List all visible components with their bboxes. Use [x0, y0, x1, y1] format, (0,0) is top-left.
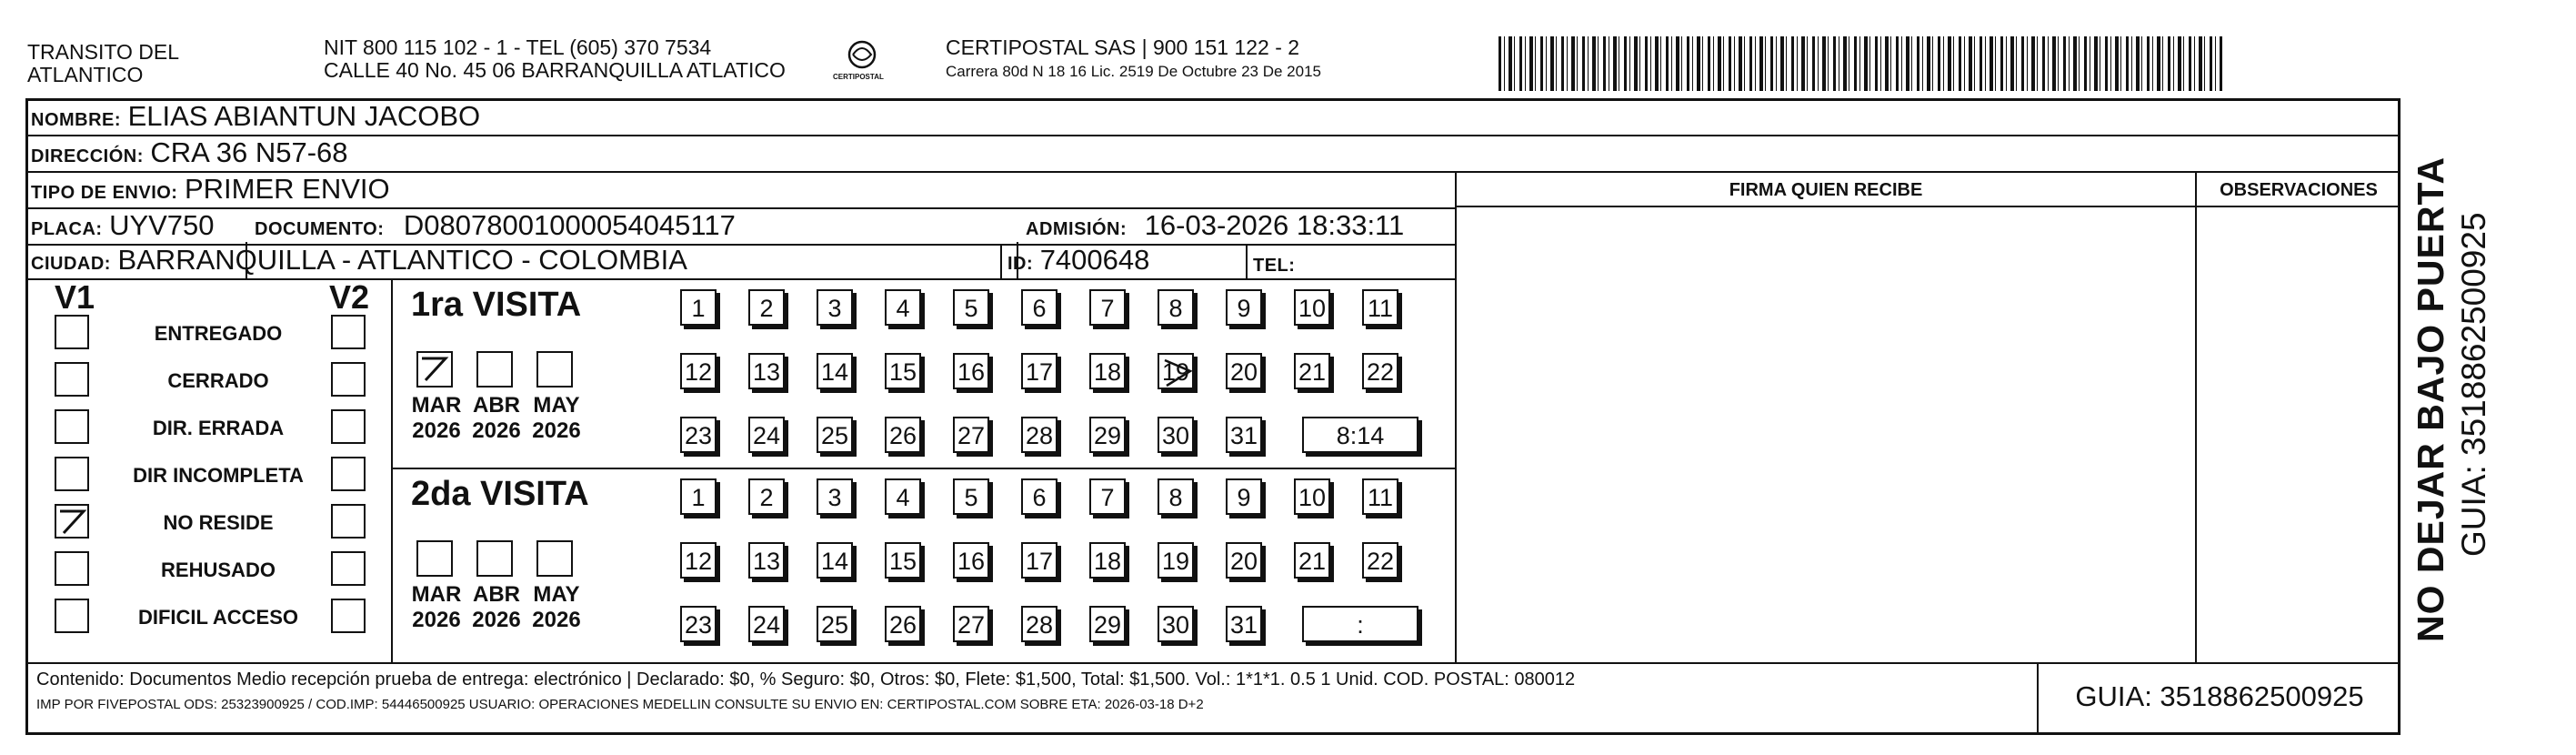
day-box[interactable]: 25 — [817, 417, 853, 453]
reason-label: DIFICIL ACCESO — [137, 606, 298, 629]
month-checkbox[interactable] — [476, 351, 513, 388]
day-box[interactable]: 7 — [1089, 289, 1126, 326]
day-box[interactable]: 22 — [1362, 542, 1398, 579]
reason-label: DIR INCOMPLETA — [133, 464, 304, 487]
day-box[interactable]: 11 — [1362, 478, 1398, 515]
day-box[interactable]: 21 — [1294, 542, 1330, 579]
day-box[interactable]: 5 — [953, 289, 989, 326]
visit-title: 1ra VISITA — [411, 286, 582, 324]
rule — [391, 278, 393, 662]
v2-checkbox[interactable] — [331, 457, 366, 491]
footer-impresion: IMP POR FIVEPOSTAL ODS: 25323900925 / COD.IMP: 54446500925 USUARIO: OPERACIONES MEDELLIN CONSULTE SU ENVIO EN: CERTIPOSTAL.COM SOBRE ETA: 2026-03-18 D+2 — [36, 697, 1204, 712]
reason-label: CERRADO — [167, 369, 269, 392]
day-box[interactable]: 21 — [1294, 353, 1330, 389]
admision-value: 16-03-2026 18:33:11 — [1144, 209, 1405, 241]
day-box[interactable]: 23 — [680, 417, 717, 453]
rule — [25, 662, 2401, 664]
day-box[interactable]: 25 — [817, 606, 853, 642]
day-box[interactable]: 4 — [885, 478, 921, 515]
id-cell — [1007, 244, 1149, 277]
v2-checkbox[interactable] — [331, 551, 366, 586]
month-checkbox[interactable] — [416, 540, 453, 577]
reason-label: DIR. ERRADA — [152, 417, 285, 439]
day-box[interactable]: 19 — [1158, 542, 1194, 579]
day-box[interactable]: 5 — [953, 478, 989, 515]
ciudad-value: BARRANQUILLA - ATLANTICO - COLOMBIA — [117, 244, 687, 276]
barcode — [1498, 36, 2222, 91]
rule — [1246, 244, 1248, 280]
day-box[interactable]: 16 — [953, 353, 989, 389]
nombre-row — [31, 100, 480, 133]
reason-label: ENTREGADO — [154, 322, 283, 345]
month-checkbox[interactable] — [536, 351, 573, 388]
logo-text: CERTIPOSTAL — [833, 73, 884, 81]
day-box[interactable]: 14 — [817, 353, 853, 389]
day-box[interactable]: 10 — [1294, 478, 1330, 515]
tipo-envio-row — [31, 173, 390, 206]
day-box[interactable]: 2 — [748, 289, 785, 326]
certipostal-logo — [835, 35, 889, 89]
day-box[interactable]: 12 — [680, 353, 717, 389]
day-box[interactable]: 6 — [1021, 289, 1057, 326]
nombre-value: ELIAS ABIANTUN JACOBO — [127, 100, 481, 132]
day-box[interactable]: 8 — [1158, 478, 1194, 515]
day-box[interactable]: 3 — [817, 478, 853, 515]
org-contact — [324, 36, 786, 82]
time-box[interactable]: : — [1302, 606, 1418, 642]
month-label: ABR 2026 — [472, 393, 521, 443]
time-box[interactable]: 8:14 — [1302, 417, 1418, 453]
day-box[interactable]: 15 — [885, 353, 921, 389]
tipo-envio-label: TIPO DE ENVIO: — [31, 183, 178, 203]
day-box[interactable]: 11 — [1362, 289, 1398, 326]
day-box[interactable]: 15 — [885, 542, 921, 579]
direccion-row — [31, 136, 348, 169]
side-guia: GUIA: 3518862500925 — [2455, 212, 2492, 557]
month-label: MAR 2026 — [411, 582, 462, 632]
placa-cell — [31, 209, 215, 242]
footer-guia: GUIA: 3518862500925 — [2075, 680, 2364, 712]
month-label: MAR 2026 — [411, 393, 462, 443]
day-box[interactable]: 1 — [680, 289, 717, 326]
direccion-label: DIRECCIÓN: — [31, 146, 144, 166]
reason-label: NO RESIDE — [163, 511, 274, 534]
day-box[interactable]: 24 — [748, 417, 785, 453]
rule — [25, 135, 2401, 136]
day-box[interactable]: 22 — [1362, 353, 1398, 389]
day-box[interactable]: 7 — [1089, 478, 1126, 515]
rule — [25, 278, 1455, 280]
v1-label: V1 — [55, 278, 95, 316]
nit-line: NIT 800 115 102 - 1 - TEL (605) 370 7534 — [324, 35, 712, 59]
day-box[interactable]: 30 — [1158, 417, 1194, 453]
day-box[interactable]: 14 — [817, 542, 853, 579]
ciudad-cell — [31, 244, 687, 277]
day-box[interactable]: 24 — [748, 606, 785, 642]
admision-cell — [1026, 209, 1404, 242]
day-box[interactable]: 8 — [1158, 289, 1194, 326]
placa-value: UYV750 — [109, 209, 215, 241]
observations-area[interactable] — [2197, 207, 2401, 662]
day-box[interactable]: 18 — [1089, 542, 1126, 579]
day-box[interactable]: 29 — [1089, 417, 1126, 453]
day-box[interactable]: 26 — [885, 417, 921, 453]
day-box[interactable]: 9 — [1226, 478, 1262, 515]
day-box[interactable]: 31 — [1226, 417, 1262, 453]
day-box[interactable]: 20 — [1226, 353, 1262, 389]
admision-label: ADMISIÓN: — [1026, 219, 1128, 239]
v2-checkbox[interactable] — [331, 409, 366, 444]
day-box[interactable]: 9 — [1226, 289, 1262, 326]
day-box[interactable]: 16 — [953, 542, 989, 579]
ciudad-label: CIUDAD: — [31, 254, 111, 274]
day-box[interactable]: 12 — [680, 542, 717, 579]
org-line2: ATLANTICO — [27, 63, 144, 86]
no-dejar-bajo-puerta: NO DEJAR BAJO PUERTA — [2410, 156, 2451, 642]
month-checkbox[interactable] — [536, 540, 573, 577]
v2-checkbox[interactable] — [331, 315, 366, 349]
v2-checkbox[interactable] — [331, 599, 366, 633]
tel-label: TEL: — [1253, 256, 1296, 276]
day-box[interactable]: 27 — [953, 606, 989, 642]
address-line: CALLE 40 No. 45 06 BARRANQUILLA ATLATICO — [324, 58, 786, 82]
month-checkbox[interactable] — [416, 351, 453, 388]
id-value: 7400648 — [1039, 244, 1150, 276]
day-box[interactable]: 26 — [885, 606, 921, 642]
rule — [1000, 244, 1002, 280]
day-box[interactable]: 30 — [1158, 606, 1194, 642]
reason-label: REHUSADO — [161, 559, 276, 581]
day-box[interactable]: 28 — [1021, 417, 1057, 453]
day-box[interactable]: 29 — [1089, 606, 1126, 642]
day-box[interactable]: 28 — [1021, 606, 1057, 642]
month-label: ABR 2026 — [472, 582, 521, 632]
org-line1: TRANSITO DEL — [27, 40, 179, 64]
day-box[interactable]: 2 — [748, 478, 785, 515]
direccion-value: CRA 36 N57-68 — [150, 136, 348, 168]
day-box[interactable]: 1 — [680, 478, 717, 515]
day-box[interactable]: 18 — [1089, 353, 1126, 389]
day-box[interactable]: 17 — [1021, 353, 1057, 389]
month-label: MAY 2026 — [532, 393, 581, 443]
day-box[interactable]: 27 — [953, 417, 989, 453]
day-box[interactable]: 10 — [1294, 289, 1330, 326]
tipo-envio-value: PRIMER ENVIO — [184, 173, 390, 205]
day-box[interactable]: 6 — [1021, 478, 1057, 515]
company-info — [946, 36, 1321, 81]
day-box[interactable]: 4 — [885, 289, 921, 326]
firma-header: FIRMA QUIEN RECIBE — [1729, 180, 1923, 200]
v2-checkbox[interactable] — [331, 504, 366, 539]
visit-title: 2da VISITA — [411, 475, 589, 513]
v2-label: V2 — [329, 278, 370, 316]
signature-area[interactable] — [1457, 207, 2195, 662]
day-box[interactable]: 13 — [748, 353, 785, 389]
day-box[interactable]: 31 — [1226, 606, 1262, 642]
license-line: Carrera 80d N 18 16 Lic. 2519 De Octubre 23 De 2015 — [946, 63, 1321, 80]
day-box[interactable]: 20 — [1226, 542, 1262, 579]
day-box[interactable]: 19 — [1158, 353, 1194, 389]
documento-value: D08078001000054045117 — [403, 209, 736, 241]
company-line: CERTIPOSTAL SAS | 900 151 122 - 2 — [946, 35, 1300, 59]
day-box[interactable]: 17 — [1021, 542, 1057, 579]
observaciones-header: OBSERVACIONES — [2220, 180, 2378, 200]
id-label: ID: — [1007, 254, 1034, 274]
tel-cell — [1253, 246, 1295, 278]
placa-label: PLACA: — [31, 219, 103, 239]
month-label: MAY 2026 — [532, 582, 581, 632]
rule — [391, 468, 1455, 469]
org-name — [27, 41, 179, 86]
v2-checkbox[interactable] — [331, 362, 366, 397]
day-box[interactable]: 3 — [817, 289, 853, 326]
documento-label: DOCUMENTO: — [255, 219, 385, 239]
documento-cell — [255, 209, 736, 242]
day-box[interactable]: 13 — [748, 542, 785, 579]
month-checkbox[interactable] — [476, 540, 513, 577]
footer-contenido: Contenido: Documentos Medio recepción prueba de entrega: electrónico | Declarado: $0, % Seguro: $0, Otros: $0, Flete: $1,500, Total: $1,500. Vol.: 1*1*1. 0.5 1 Unid. COD. POSTAL: 080012 — [36, 669, 1576, 690]
nombre-label: NOMBRE: — [31, 110, 122, 130]
day-box[interactable]: 23 — [680, 606, 717, 642]
